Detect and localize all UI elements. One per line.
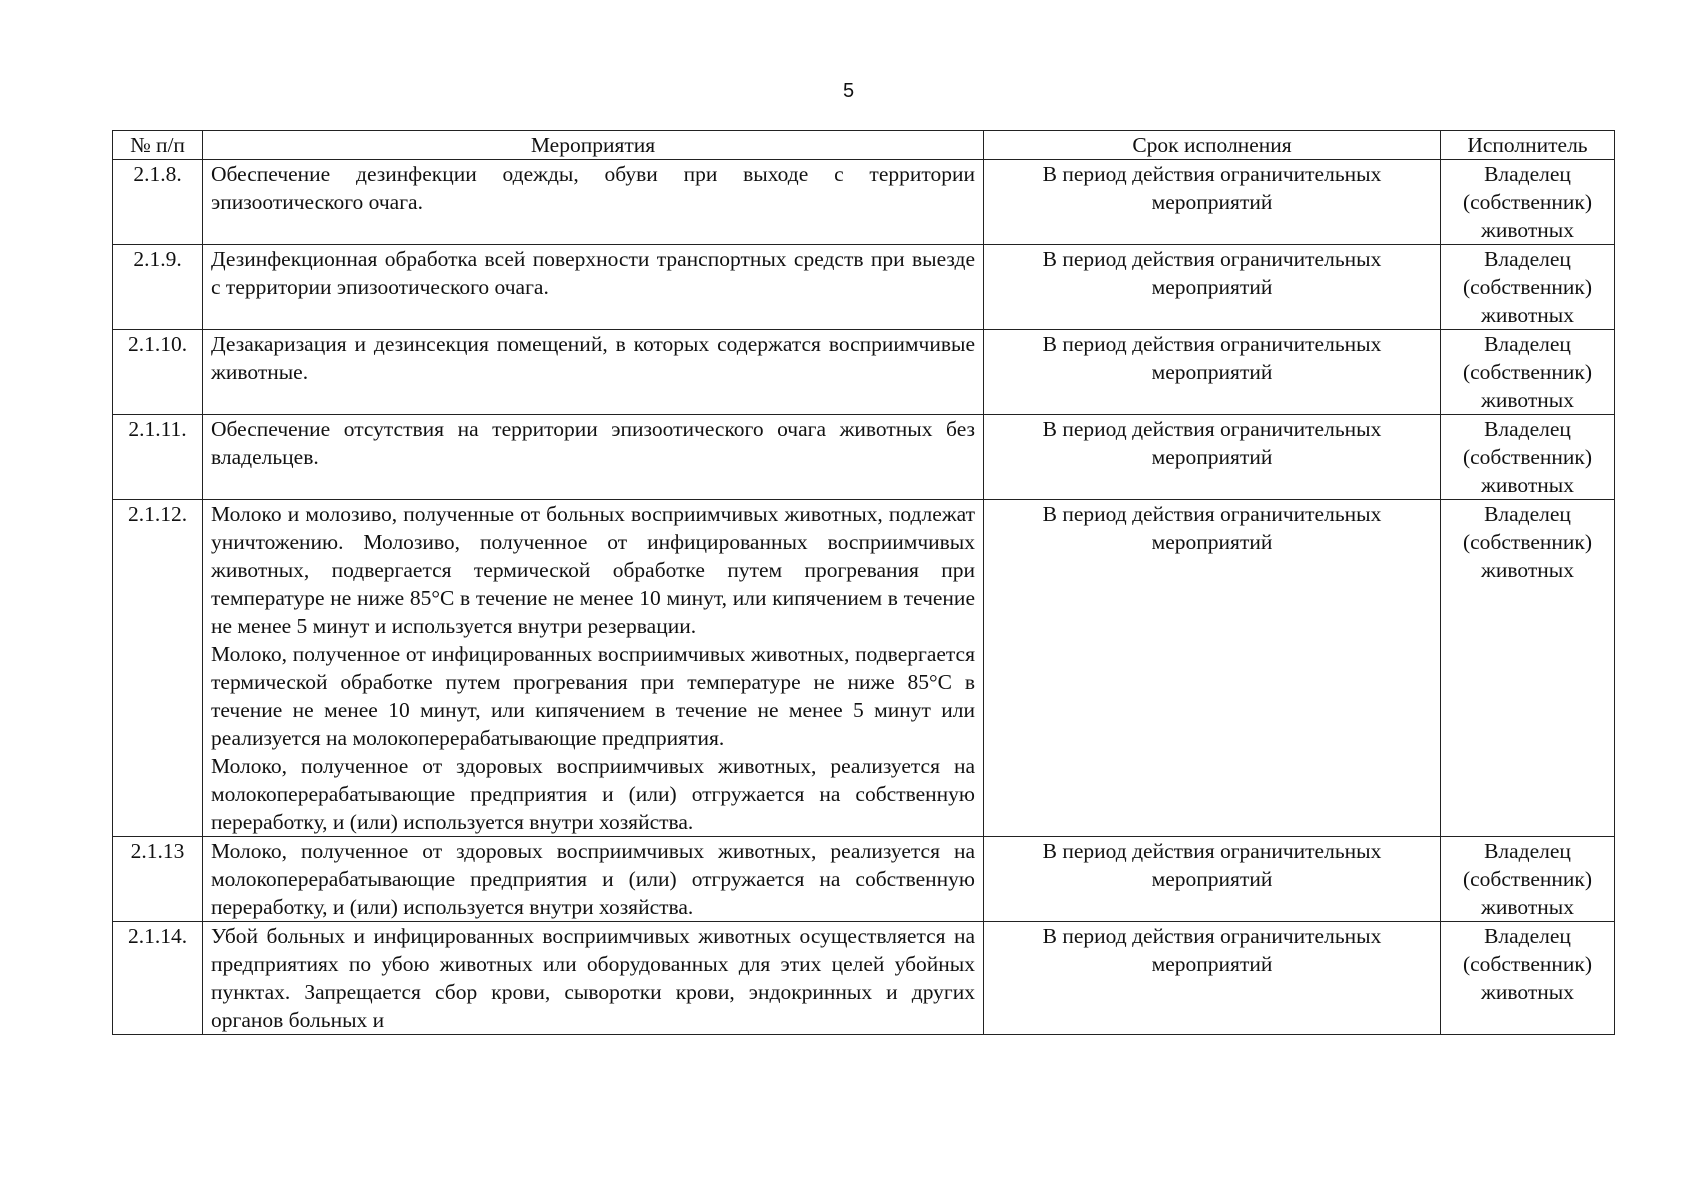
table-row — [113, 245, 1615, 330]
table-header-row — [113, 131, 1615, 160]
table-row — [113, 500, 1615, 837]
header-executor: Исполнитель — [1441, 131, 1615, 160]
activity-paragraph: Молоко, полученное от здоровых восприимчивых животных, реализуется на молокоперерабатывающие предприятия и (или) отгружается на собственную переработку, и (или) используется внутри хозяйства. — [211, 754, 975, 834]
row-number: 2.1.12. — [113, 500, 203, 837]
row-deadline: В период действия ограничительных мероприятий — [984, 330, 1441, 415]
header-deadline: Срок исполнения — [984, 131, 1441, 160]
row-number: 2.1.13 — [113, 837, 203, 922]
table-row — [113, 160, 1615, 245]
row-executor: Владелец (собственник) животных — [1441, 500, 1615, 837]
row-number: 2.1.8. — [113, 160, 203, 245]
row-activity — [203, 837, 984, 922]
activity-paragraph: Убой больных и инфицированных восприимчивых животных осуществляется на предприятиях по убою животных или оборудованных для этих целей убойных пунктах. Запрещается сбор крови, сыворотки крови, эндокринных и других органов больных и — [211, 924, 975, 1032]
table-row — [113, 837, 1615, 922]
row-executor: Владелец (собственник) животных — [1441, 245, 1615, 330]
row-deadline: В период действия ограничительных мероприятий — [984, 415, 1441, 500]
row-number: 2.1.14. — [113, 922, 203, 1035]
activity-paragraph: Молоко, полученное от здоровых восприимчивых животных, реализуется на молокоперерабатывающие предприятия и (или) отгружается на собственную переработку, и (или) используется внутри хозяйства. — [211, 839, 975, 919]
header-number: № п/п — [113, 131, 203, 160]
row-executor: Владелец (собственник) животных — [1441, 415, 1615, 500]
table-row — [113, 922, 1615, 1035]
table-row — [113, 415, 1615, 500]
row-activity — [203, 922, 984, 1035]
header-activities: Мероприятия — [203, 131, 984, 160]
activity-paragraph: Дезакаризация и дезинсекция помещений, в которых содержатся восприимчивые животные. — [211, 332, 975, 384]
activity-paragraph: Обеспечение дезинфекции одежды, обуви при выходе с территории эпизоотического очага. — [211, 162, 975, 214]
row-deadline: В период действия ограничительных мероприятий — [984, 837, 1441, 922]
measures-table — [112, 130, 1615, 1035]
row-executor: Владелец (собственник) животных — [1441, 330, 1615, 415]
row-deadline: В период действия ограничительных мероприятий — [984, 160, 1441, 245]
activity-paragraph: Молоко и молозиво, полученные от больных восприимчивых животных, подлежат уничтожению. Молозиво, полученное от инфицированных восприимчивых животных, подвергается термической обработке путем прогревания при температуре не ниже 85°С в течение не менее 10 минут, или кипячением в течение не менее 5 минут и используется внутри резервации. — [211, 502, 975, 638]
row-activity — [203, 415, 984, 500]
row-executor: Владелец (собственник) животных — [1441, 160, 1615, 245]
row-activity — [203, 160, 984, 245]
row-number: 2.1.11. — [113, 415, 203, 500]
row-activity — [203, 330, 984, 415]
row-deadline: В период действия ограничительных мероприятий — [984, 922, 1441, 1035]
activity-paragraph: Молоко, полученное от инфицированных восприимчивых животных, подвергается термической обработке путем прогревания при температуре не ниже 85°С в течение не менее 10 минут, или кипячением в течение не менее 5 минут или реализуется на молокоперерабатывающие предприятия. — [211, 642, 975, 750]
activity-paragraph: Обеспечение отсутствия на территории эпизоотического очага животных без владельцев. — [211, 417, 975, 469]
row-deadline: В период действия ограничительных мероприятий — [984, 245, 1441, 330]
table-row — [113, 330, 1615, 415]
row-number: 2.1.10. — [113, 330, 203, 415]
row-activity — [203, 500, 984, 837]
row-deadline: В период действия ограничительных мероприятий — [984, 500, 1441, 837]
page-number: 5 — [842, 80, 855, 102]
row-activity — [203, 245, 984, 330]
row-executor: Владелец (собственник) животных — [1441, 837, 1615, 922]
row-executor: Владелец (собственник) животных — [1441, 922, 1615, 1035]
activity-paragraph: Дезинфекционная обработка всей поверхности транспортных средств при выезде с территории эпизоотического очага. — [211, 247, 975, 299]
row-number: 2.1.9. — [113, 245, 203, 330]
